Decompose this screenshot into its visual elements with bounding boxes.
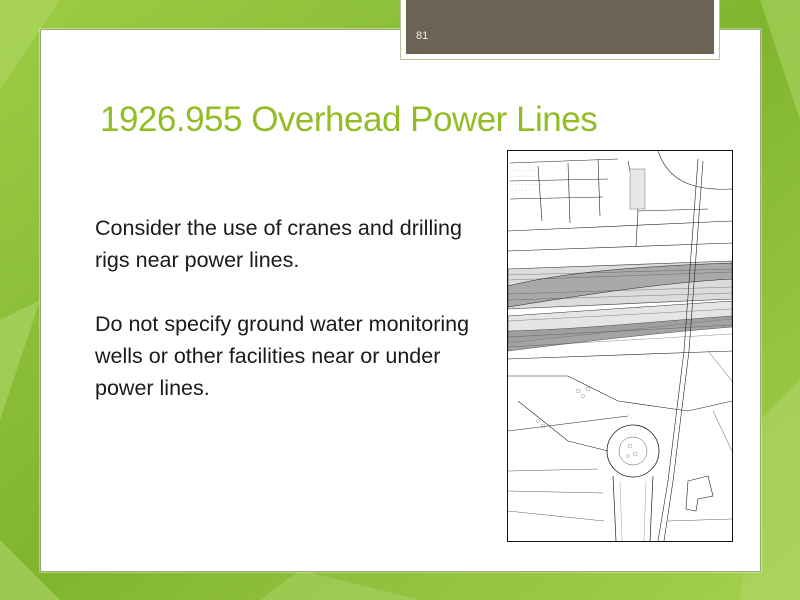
svg-text:- - - - - - - -: - - - - - - - - [511,168,539,172]
page-number: 81 [416,30,429,42]
body-paragraph-2: Do not specify ground water monitoring wells or other facilities near or under power lines. [95,312,470,400]
svg-text:- - - - - - -: - - - - - - - [511,174,535,178]
slide-body [95,212,490,436]
site-plan-drawing [507,150,733,542]
page-number-tab-fill [406,0,714,54]
slide-title: 1926.955 Overhead Power Lines [100,100,598,139]
svg-text:- - - - - - - - -: - - - - - - - - - [511,182,542,186]
body-paragraph-1: Consider the use of cranes and drilling rigs near power lines. [95,216,462,272]
svg-text:- - - - - -: - - - - - - [511,188,531,192]
